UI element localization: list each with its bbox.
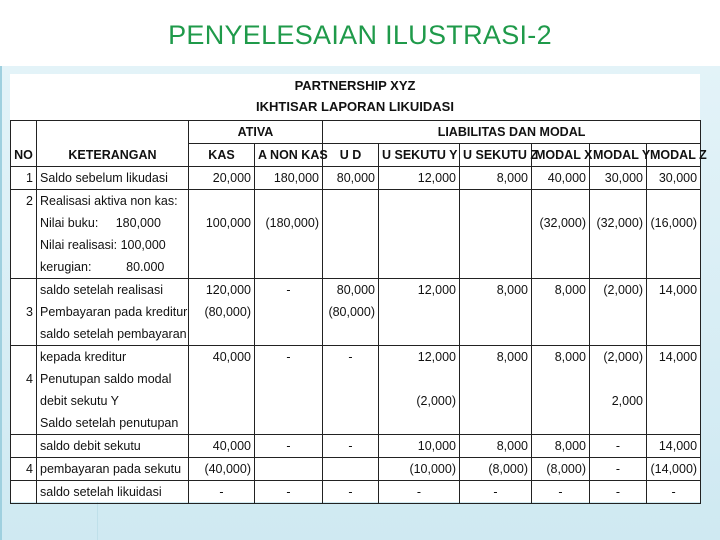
row-number (11, 279, 37, 302)
row-number (11, 256, 37, 279)
cell-a-non-kas (255, 458, 323, 481)
row-keterangan: Nilai realisasi: 100,000 (37, 234, 189, 256)
cell-u-sekutu-z (460, 234, 532, 256)
header-col-a-non-kas: A NON KAS (255, 144, 323, 167)
header-col-modal-x: MODAL X (532, 144, 590, 167)
cell-a-non-kas (255, 412, 323, 435)
cell-u-sekutu-z: 8,000 (460, 346, 532, 369)
table-row (11, 167, 701, 190)
cell-modal-y: 30,000 (590, 167, 647, 190)
cell-modal-z (647, 390, 701, 412)
cell-modal-z: - (647, 481, 701, 504)
cell-modal-y (590, 412, 647, 435)
cell-kas: 40,000 (189, 435, 255, 458)
table-row (11, 481, 701, 504)
panel-divider (97, 500, 98, 540)
cell-u-sekutu-y (379, 323, 460, 346)
liquidation-table (10, 120, 707, 504)
cell-u-sekutu-y (379, 301, 460, 323)
cell-modal-y (590, 301, 647, 323)
row-keterangan: debit sekutu Y (37, 390, 189, 412)
cell-modal-z (647, 412, 701, 435)
cell-modal-y (590, 323, 647, 346)
row-keterangan: saldo debit sekutu (37, 435, 189, 458)
cell-u-sekutu-y: (2,000) (379, 390, 460, 412)
cell-a-non-kas (255, 390, 323, 412)
cell-a-non-kas: (180,000) (255, 212, 323, 234)
table-row (11, 323, 701, 346)
cell-a-non-kas (255, 190, 323, 213)
table-row (11, 346, 701, 369)
cell-kas: 20,000 (189, 167, 255, 190)
cell-u-d (323, 412, 379, 435)
cell-u-d: - (323, 435, 379, 458)
cell-modal-z: (16,000) (647, 212, 701, 234)
row-number (11, 435, 37, 458)
cell-a-non-kas (255, 256, 323, 279)
table-row (11, 256, 701, 279)
cell-u-d (323, 256, 379, 279)
cell-modal-y (590, 256, 647, 279)
cell-u-d (323, 190, 379, 213)
cell-u-sekutu-y: 12,000 (379, 167, 460, 190)
header-col-u-sekutu-y: U SEKUTU Y (379, 144, 460, 167)
cell-u-d (323, 234, 379, 256)
row-number: 4 (11, 458, 37, 481)
cell-u-sekutu-y (379, 412, 460, 435)
cell-modal-z: 14,000 (647, 346, 701, 369)
cell-kas (189, 368, 255, 390)
cell-modal-x: (8,000) (532, 458, 590, 481)
cell-u-sekutu-z (460, 368, 532, 390)
cell-modal-y (590, 234, 647, 256)
table-row (11, 435, 701, 458)
cell-a-non-kas (255, 368, 323, 390)
cell-kas (189, 390, 255, 412)
cell-u-d: 80,000 (323, 167, 379, 190)
header-col-modal-z: MODAL Z (647, 144, 701, 167)
header-ket-spacer (37, 121, 189, 144)
row-number (11, 390, 37, 412)
table-row (11, 458, 701, 481)
cell-modal-x (532, 323, 590, 346)
header-row-groups (11, 121, 701, 144)
header-ativa: ATIVA (189, 121, 323, 144)
cell-modal-x (532, 256, 590, 279)
table-row (11, 279, 701, 302)
cell-modal-z (647, 323, 701, 346)
cell-u-sekutu-z (460, 412, 532, 435)
cell-u-d: - (323, 481, 379, 504)
cell-modal-y: 2,000 (590, 390, 647, 412)
cell-modal-y (590, 368, 647, 390)
cell-u-sekutu-z (460, 190, 532, 213)
cell-u-sekutu-z: - (460, 481, 532, 504)
cell-u-sekutu-y: (10,000) (379, 458, 460, 481)
cell-modal-x: 8,000 (532, 279, 590, 302)
row-number: 1 (11, 167, 37, 190)
cell-u-sekutu-z (460, 390, 532, 412)
cell-modal-x (532, 234, 590, 256)
cell-kas (189, 412, 255, 435)
cell-u-sekutu-z (460, 301, 532, 323)
cell-modal-x: - (532, 481, 590, 504)
cell-u-sekutu-y (379, 256, 460, 279)
row-keterangan: Penutupan saldo modal (37, 368, 189, 390)
cell-modal-y: - (590, 458, 647, 481)
cell-u-sekutu-z: 8,000 (460, 279, 532, 302)
row-number: 3 (11, 301, 37, 323)
table-row (11, 190, 701, 213)
cell-modal-x (532, 301, 590, 323)
cell-modal-z: 14,000 (647, 279, 701, 302)
row-number (11, 323, 37, 346)
row-keterangan: Pembayaran pada kreditur (37, 301, 189, 323)
header-row-columns (11, 144, 701, 167)
cell-modal-y: (2,000) (590, 279, 647, 302)
header-col-u-d: U D (323, 144, 379, 167)
row-keterangan: saldo setelah likuidasi (37, 481, 189, 504)
cell-modal-y: (32,000) (590, 212, 647, 234)
cell-modal-x (532, 412, 590, 435)
header-col-modal-y: MODAL Y (590, 144, 647, 167)
cell-u-sekutu-y (379, 368, 460, 390)
cell-u-sekutu-y: 10,000 (379, 435, 460, 458)
cell-modal-z (647, 368, 701, 390)
liquidation-sheet (10, 74, 707, 502)
cell-modal-x: 8,000 (532, 435, 590, 458)
row-number (11, 412, 37, 435)
cell-modal-y: - (590, 435, 647, 458)
cell-u-sekutu-z (460, 323, 532, 346)
cell-kas (189, 234, 255, 256)
cell-modal-z: (14,000) (647, 458, 701, 481)
cell-kas (189, 190, 255, 213)
row-number (11, 346, 37, 369)
header-liabilitas: LIABILITAS DAN MODAL (323, 121, 701, 144)
row-keterangan: kerugian: 80.000 (37, 256, 189, 279)
cell-u-d: (80,000) (323, 301, 379, 323)
cell-u-d (323, 390, 379, 412)
header-col-u-sekutu-z: U SEKUTU Z (460, 144, 532, 167)
cell-a-non-kas (255, 234, 323, 256)
cell-u-sekutu-z: (8,000) (460, 458, 532, 481)
cell-u-d (323, 323, 379, 346)
cell-kas: 100,000 (189, 212, 255, 234)
cell-modal-x (532, 368, 590, 390)
cell-u-sekutu-z (460, 256, 532, 279)
table-row (11, 390, 701, 412)
cell-a-non-kas: - (255, 481, 323, 504)
row-keterangan: Saldo sebelum likudasi (37, 167, 189, 190)
cell-modal-x (532, 390, 590, 412)
table-row (11, 234, 701, 256)
cell-modal-x (532, 190, 590, 213)
cell-modal-x: 40,000 (532, 167, 590, 190)
report-title: IKHTISAR LAPORAN LIKUIDASI (256, 99, 454, 114)
table-row (11, 368, 701, 390)
cell-u-sekutu-y: - (379, 481, 460, 504)
cell-u-d (323, 368, 379, 390)
cell-u-sekutu-y (379, 212, 460, 234)
row-number: 2 (11, 190, 37, 213)
cell-kas: (80,000) (189, 301, 255, 323)
row-keterangan: kepada kreditur (37, 346, 189, 369)
cell-modal-y: - (590, 481, 647, 504)
header-no-spacer (11, 121, 37, 144)
header-no: NO (11, 144, 37, 167)
cell-a-non-kas (255, 301, 323, 323)
header-col-kas: KAS (189, 144, 255, 167)
row-keterangan: Realisasi aktiva non kas: (37, 190, 189, 213)
cell-modal-y: (2,000) (590, 346, 647, 369)
cell-a-non-kas: - (255, 346, 323, 369)
table-row (11, 212, 701, 234)
cell-kas: 120,000 (189, 279, 255, 302)
cell-u-sekutu-y: 12,000 (379, 279, 460, 302)
row-keterangan: Saldo setelah penutupan (37, 412, 189, 435)
cell-a-non-kas (255, 323, 323, 346)
cell-kas: (40,000) (189, 458, 255, 481)
row-keterangan: saldo setelah pembayaran (37, 323, 189, 346)
cell-modal-x: 8,000 (532, 346, 590, 369)
cell-kas: - (189, 481, 255, 504)
cell-u-sekutu-y (379, 234, 460, 256)
row-keterangan: Nilai buku: 180,000 (37, 212, 189, 234)
row-number (11, 212, 37, 234)
cell-modal-z (647, 190, 701, 213)
cell-a-non-kas: - (255, 435, 323, 458)
cell-modal-z: 14,000 (647, 435, 701, 458)
cell-u-sekutu-y (379, 190, 460, 213)
cell-u-d: 80,000 (323, 279, 379, 302)
slide-title: PENYELESAIAN ILUSTRASI-2 (168, 20, 552, 50)
cell-a-non-kas: 180,000 (255, 167, 323, 190)
cell-u-d (323, 212, 379, 234)
cell-modal-z (647, 256, 701, 279)
cell-u-sekutu-z: 8,000 (460, 167, 532, 190)
row-number (11, 234, 37, 256)
cell-a-non-kas: - (255, 279, 323, 302)
cell-modal-y (590, 190, 647, 213)
row-number (11, 481, 37, 504)
table-row (11, 412, 701, 435)
cell-u-d: - (323, 346, 379, 369)
row-keterangan: saldo setelah realisasi (37, 279, 189, 302)
cell-modal-z (647, 234, 701, 256)
cell-modal-x: (32,000) (532, 212, 590, 234)
company-name: PARTNERSHIP XYZ (294, 78, 416, 93)
row-keterangan: pembayaran pada sekutu (37, 458, 189, 481)
panel-border (0, 66, 2, 540)
cell-u-sekutu-y: 12,000 (379, 346, 460, 369)
row-number: 4 (11, 368, 37, 390)
header-keterangan: KETERANGAN (37, 144, 189, 167)
cell-u-d (323, 458, 379, 481)
table-row (11, 301, 701, 323)
cell-u-sekutu-z (460, 212, 532, 234)
cell-kas (189, 323, 255, 346)
cell-u-sekutu-z: 8,000 (460, 435, 532, 458)
cell-kas (189, 256, 255, 279)
cell-kas: 40,000 (189, 346, 255, 369)
cell-modal-z (647, 301, 701, 323)
cell-modal-z: 30,000 (647, 167, 701, 190)
